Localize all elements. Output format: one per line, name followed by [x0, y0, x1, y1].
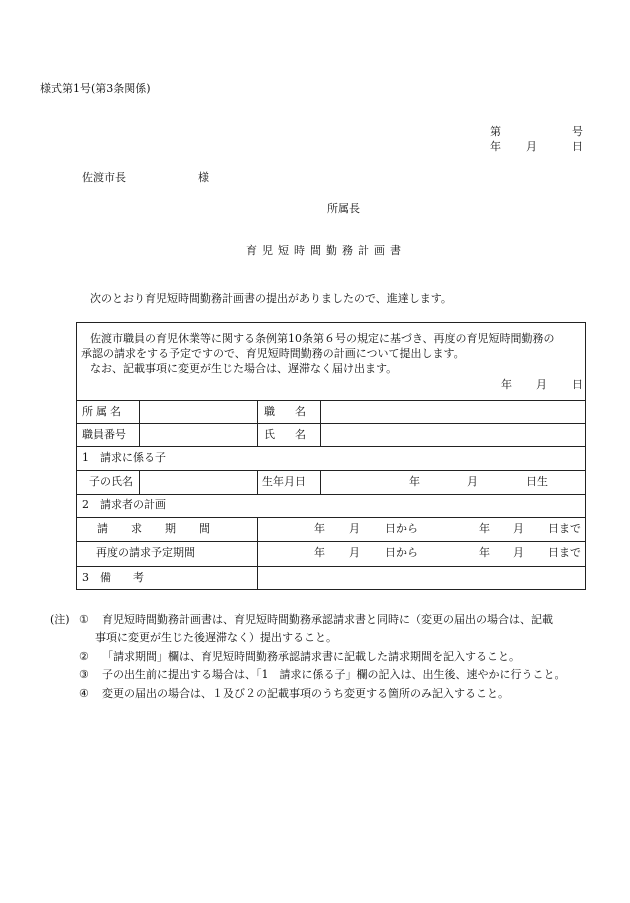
- rerequest-to-month: 月: [513, 546, 524, 559]
- note-number: ①: [79, 613, 89, 626]
- section2-heading: 2 請求者の計画: [82, 498, 166, 511]
- notes-prefix: (注): [50, 613, 70, 626]
- form-date-day: 日: [572, 378, 583, 391]
- note-number: ④: [79, 687, 89, 700]
- doc-number-suffix: 号: [572, 125, 583, 138]
- note-text: 「請求期間」欄は、育児短時間勤務承認請求書に記載した請求期間を記入すること。: [102, 650, 520, 663]
- doc-number-prefix: 第: [490, 125, 501, 138]
- page-title: 育児短時間勤務計画書: [246, 244, 406, 257]
- request-to-day: 日まで: [548, 522, 581, 535]
- header-day: 日: [572, 140, 583, 153]
- note-text: 育児短時間勤務計画書は、育児短時間勤務承認請求書と同時に（変更の届出の場合は、記載: [102, 613, 553, 626]
- rerequest-period-label: 再度の請求予定期間: [96, 546, 195, 559]
- birth-month: 月: [467, 475, 478, 488]
- rerequest-to-year: 年: [479, 546, 490, 559]
- request-from-year: 年: [314, 522, 325, 535]
- form-paragraph-line1: 佐渡市職員の育児休業等に関する条例第10条第６号の規定に基づき、再度の育児短時間勤務の: [90, 332, 555, 345]
- birth-year: 年: [409, 475, 420, 488]
- header-month: 月: [526, 140, 537, 153]
- rerequest-from-month: 月: [349, 546, 360, 559]
- note-text-continued: 事項に変更が生じた後遅滞なく）提出すること。: [95, 631, 337, 644]
- plan-form: [76, 322, 586, 590]
- request-period-label: 請求期間: [97, 522, 233, 535]
- birth-day: 日生: [526, 475, 548, 488]
- addressee-honorific: 様: [198, 171, 209, 184]
- request-from-month: 月: [349, 522, 360, 535]
- note-number: ②: [79, 650, 89, 663]
- remarks-field[interactable]: [258, 567, 585, 589]
- child-name-field[interactable]: [140, 471, 256, 493]
- employee-number-field[interactable]: [140, 424, 256, 445]
- form-paragraph-note: なお、記載事項に変更が生じた場合は、遅滞なく届け出ます。: [90, 362, 398, 375]
- addressee-name: 佐渡市長: [82, 171, 126, 184]
- birthdate-label: 生年月日: [262, 475, 306, 488]
- request-to-month: 月: [513, 522, 524, 535]
- sender-title: 所属長: [327, 202, 360, 215]
- intro-text: 次のとおり育児短時間勤務計画書の提出がありましたので、進達します。: [90, 292, 452, 305]
- request-to-year: 年: [479, 522, 490, 535]
- section3-remarks-label: 3 備 考: [82, 571, 144, 584]
- position-label: 職名: [264, 405, 326, 418]
- employee-number-label: 職員番号: [82, 428, 126, 441]
- note-number: ③: [79, 668, 89, 681]
- dept-label: 所属名: [82, 405, 124, 418]
- child-name-label: 子の氏名: [89, 475, 133, 488]
- position-field[interactable]: [321, 401, 585, 422]
- note-text: 子の出生前に提出する場合は、「1 請求に係る子」欄の記入は、出生後、速やかに行うこと。: [102, 668, 566, 681]
- request-from-day: 日から: [385, 522, 418, 535]
- form-date-month: 月: [536, 378, 547, 391]
- note-text: 変更の届出の場合は、１及び２の記載事項のうち変更する箇所のみ記入すること。: [102, 687, 509, 700]
- rerequest-from-year: 年: [314, 546, 325, 559]
- name-field[interactable]: [321, 424, 585, 445]
- rerequest-from-day: 日から: [385, 546, 418, 559]
- name-label: 氏名: [264, 428, 326, 441]
- form-number: 様式第1号(第3条関係): [40, 82, 151, 95]
- form-paragraph-line2: 承認の請求をする予定ですので、育児短時間勤務の計画について提出します。: [81, 347, 465, 360]
- rerequest-to-day: 日まで: [548, 546, 581, 559]
- section1-heading: 1 請求に係る子: [82, 451, 166, 464]
- header-year: 年: [490, 140, 501, 153]
- form-date-year: 年: [501, 378, 512, 391]
- dept-field[interactable]: [140, 401, 256, 422]
